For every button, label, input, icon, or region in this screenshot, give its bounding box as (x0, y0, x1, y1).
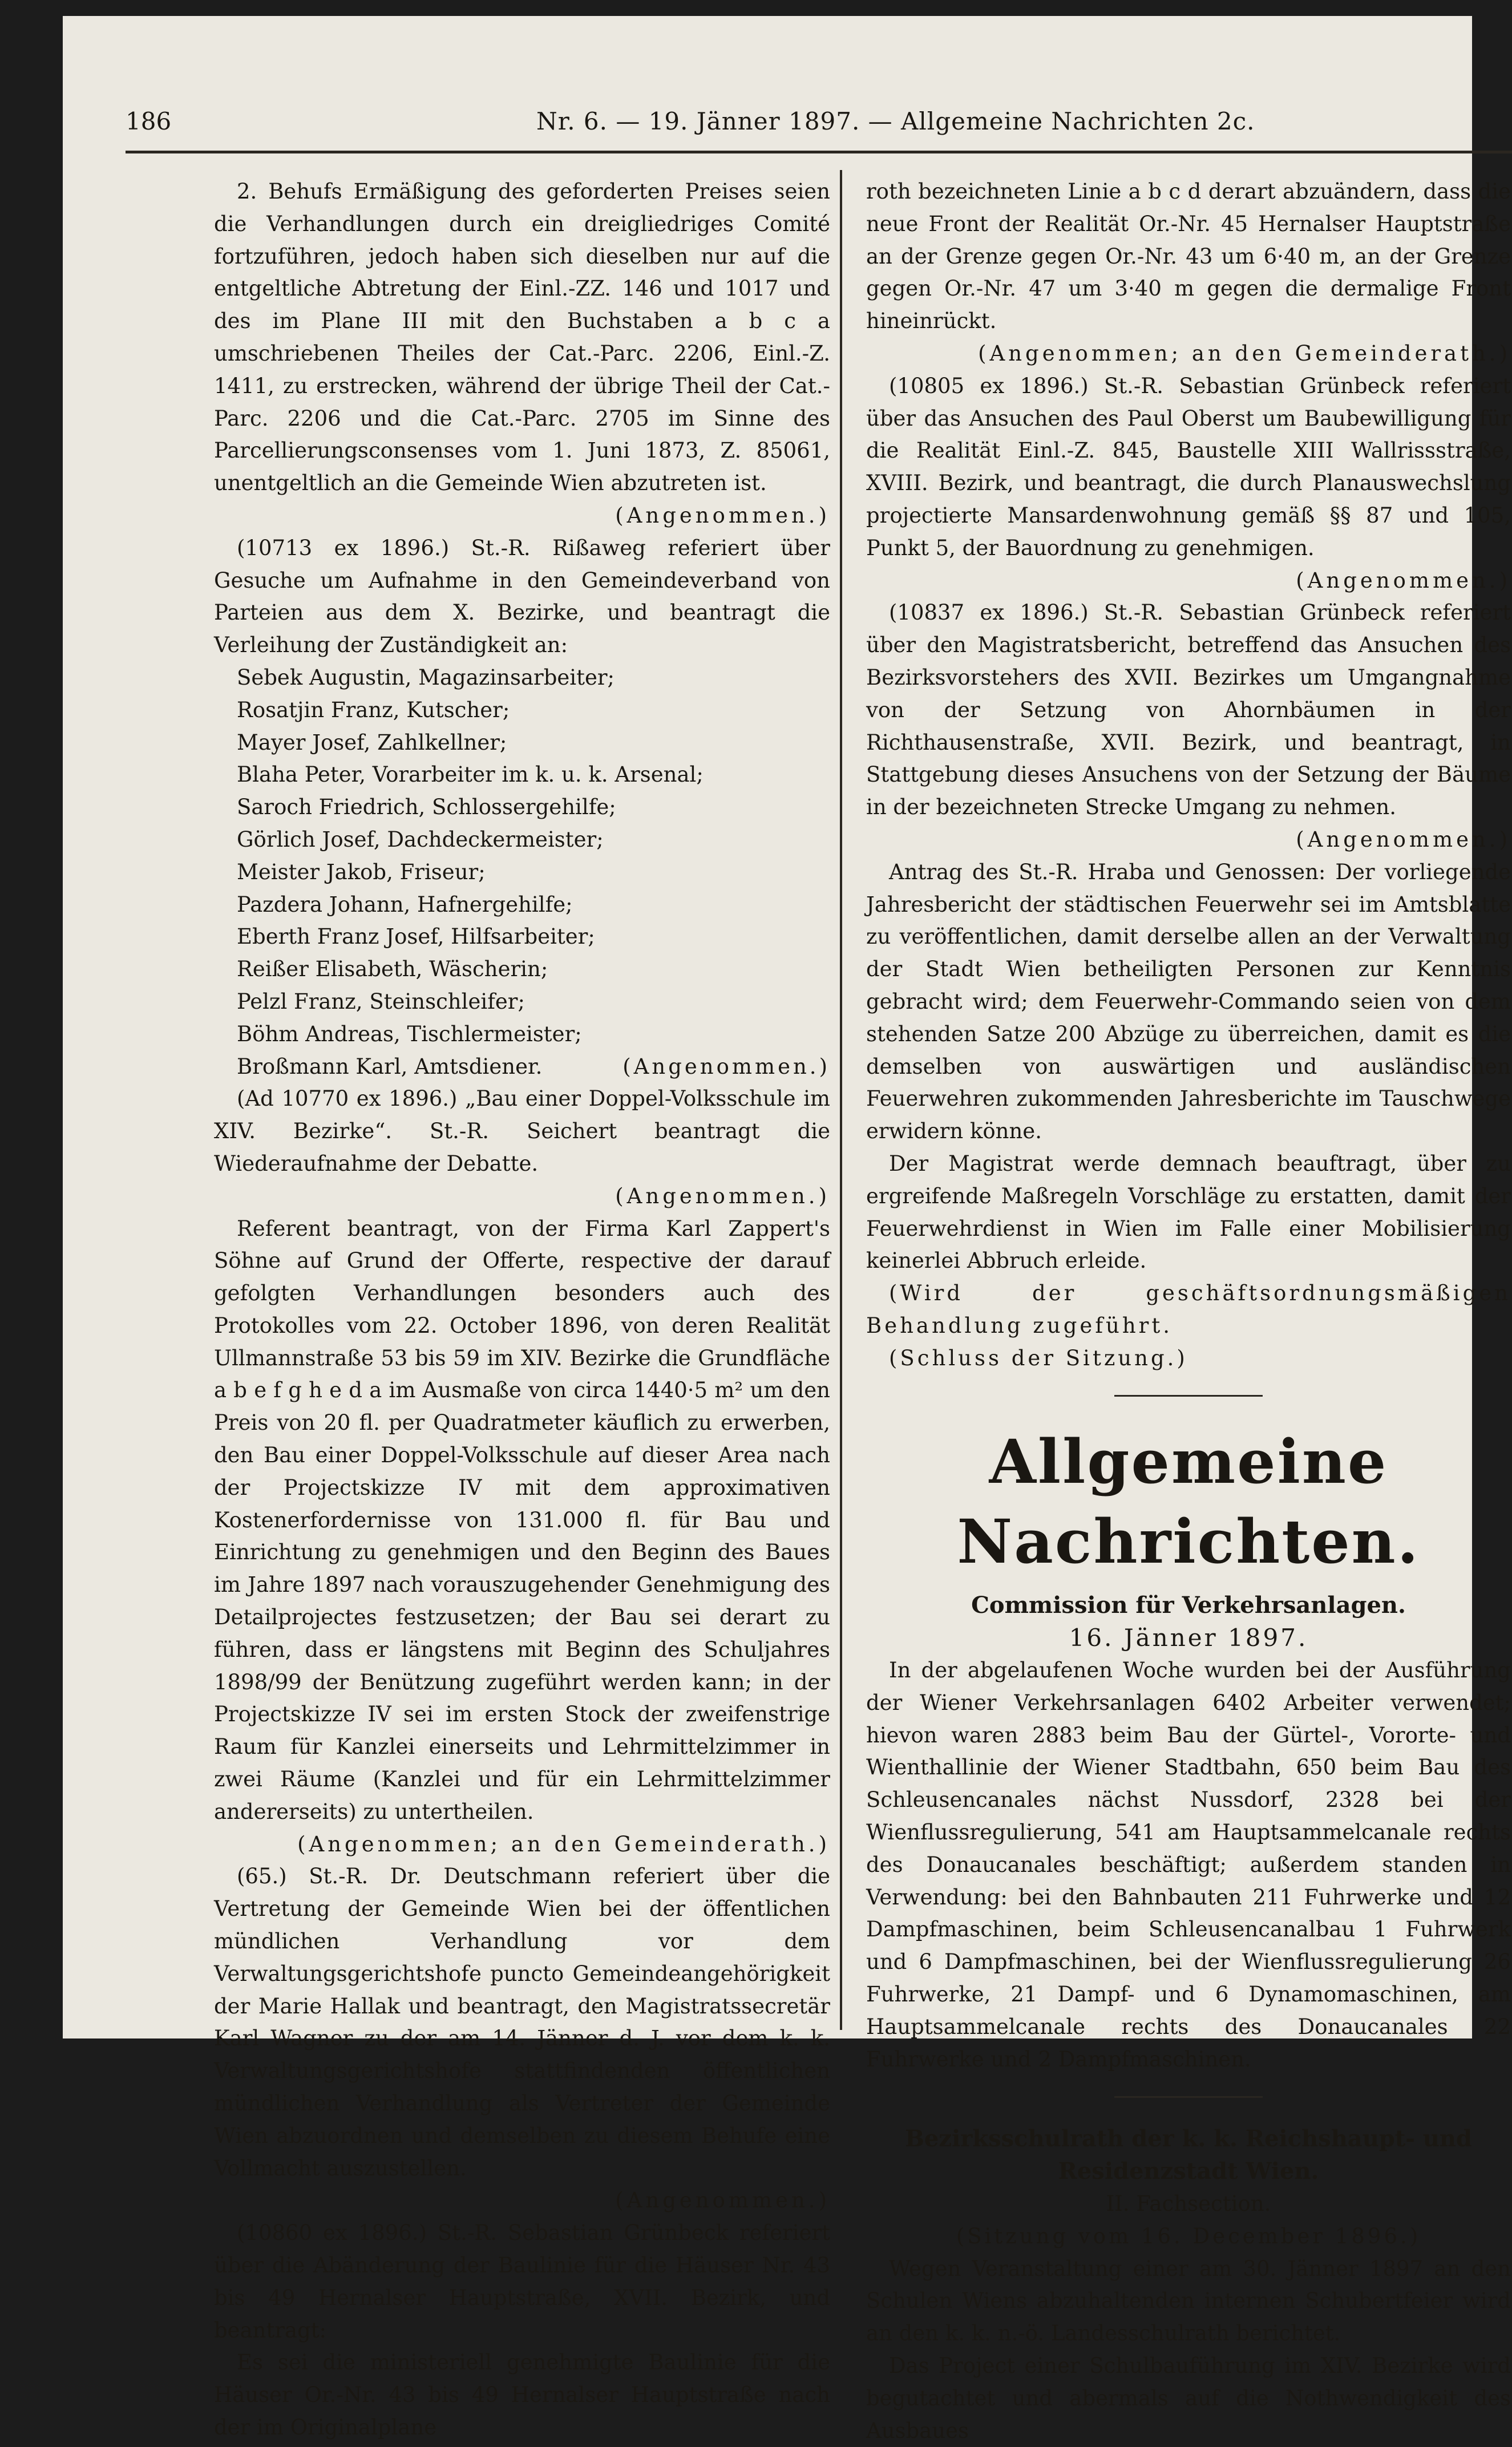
list-item: Broßmann Karl, Amtsdiener. (237, 1054, 543, 1079)
list-item: Sebek Augustin, Magazinsarbeiter; (237, 665, 615, 690)
left-column (214, 176, 830, 2444)
paragraph: Der Magistrat werde demnach beauftragt, über zu ergreifende Maßregeln Vorschläge zu erstatten, damit der Feuerwehrdienst in Wien im Falle einer Mobilisierung keinerlei Abbruch erleide. (866, 1151, 1511, 1273)
list-item: Meister Jakob, Friseur; (237, 859, 486, 884)
paragraph: (65.) St.-R. Dr. Deutschmann referiert über die Vertretung der Gemeinde Wien bei der öffentlichen mündlichen Verhandlung vor dem Verwaltungsgerichtshofe puncto Gemeindeangehörigkeit der Marie Hallak und beantragt, den Magistratssecretär Karl Wagner zu der am 14. Jänner d. J. vor dem k. k. Verwaltungsgerichtshofe stattfindenden öffentlichen mündlichen Verhandlung als Vertreter der Gemeinde Wien abzuordnen und demselben zu diesem Behufe eine Vollmacht auszustellen. (214, 1864, 830, 2181)
paragraph: (Ad 10770 ex 1896.) „Bau einer Doppel-Volksschule im XIV. Bezirke“. St.-R. Seichert beantragt die Wiederaufnahme der Debatte. (214, 1086, 830, 1176)
newspaper-page (63, 16, 1511, 2443)
subsection-date: 16. Jänner 1897. (1069, 1624, 1308, 1652)
paragraph: (10713 ex 1896.) St.-R. Rißaweg referiert über Gesuche um Aufnahme in den Gemeindeverband von Parteien aus dem X. Bezirke, und beantragt die Verleihung der Zuständigkeit an: (214, 535, 830, 658)
page-header (126, 84, 1512, 141)
right-column (866, 176, 1511, 2447)
page-number: 186 (126, 107, 172, 135)
paragraph: (10860 ex 1896.) St.-R. Sebastian Grünbeck referiert über die Abänderung der Baulinie für die Häuser Nr. 43 bis 49 Hernalser Hauptstraße, XVII. Bezirk, und beantragt: (214, 2220, 830, 2343)
list-item-last (237, 1051, 830, 1083)
column-divider (840, 170, 842, 2030)
header-text: Nr. 6. — 19. Jänner 1897. — Allgemeine Nachrichten 2c. (536, 107, 1255, 135)
status-note: (Angenommen.) (615, 2188, 830, 2213)
status-note: (Angenommen.) (622, 1054, 830, 1079)
status-note: (Angenommen.) (1296, 568, 1511, 593)
status-note: (Angenommen; an den Gemeinderath.) (978, 341, 1511, 366)
closing-note: (Schluss der Sitzung.) (889, 1345, 1188, 1370)
list-item: Böhm Andreas, Tischlermeister; (237, 1021, 582, 1046)
status-note: (Angenommen.) (615, 1183, 830, 1208)
list-item: Rosatjin Franz, Kutscher; (237, 697, 510, 722)
subsection-title: Bezirksschulrath der k. k. Reichshaupt- und Residenzstadt Wien. (905, 2125, 1472, 2185)
paragraph: (10805 ex 1896.) St.-R. Sebastian Grünbeck referiert über das Ansuchen des Paul Oberst um Baubewilligung für die Realität Einl.-Z. 845, Baustelle XIII Wallrissstraße, XVIII. Bezirk, und beantragt, die durch Planauswechslung projectierte Mansardenwohnung gemäß §§ 87 und 105, Punkt 5, der Bauordnung zu genehmigen. (866, 373, 1511, 560)
header-rule (126, 151, 1512, 153)
status-note: (Angenommen.) (615, 503, 830, 528)
list-item: Blaha Peter, Vorarbeiter im k. u. k. Arsenal; (237, 762, 704, 787)
paragraph: In der abgelaufenen Woche wurden bei der Ausführung der Wiener Verkehrsanlagen 6402 Arbeiter verwendet; hievon waren 2883 beim Bau der Gürtel-, Vororte- und Wienthallinie der Wiener Stadtbahn, 650 beim Bau des Schleusencanales nächst Nussdorf, 2328 bei der Wienflussregulierung, 541 am Hauptsammelcanale rechts des Donaucanales beschäftigt; außerdem standen in Verwendung: bei den Bahnbauten 211 Fuhrwerke und 12 Dampfmaschinen, beim Schleusencanalbau 1 Fuhrwerk und 6 Dampfmaschinen, bei der Wienflussregulierung 26 Fuhrwerke, 21 Dampf- und 6 Dynamomaschinen, am Hauptsammelcanale rechts des Donaucanales 22 Fuhrwerke und 2 Dampfmaschinen. (866, 1658, 1511, 2072)
status-note: (Angenommen.) (1296, 827, 1511, 852)
subsection-section: II. Fachsection. (1106, 2191, 1271, 2217)
section-divider (1114, 2096, 1263, 2098)
status-note: (Wird der geschäftsordnungsmäßigen Behandlung zugeführt. (866, 1281, 1511, 1338)
section-divider (1114, 1395, 1263, 1397)
list-item: Görlich Josef, Dachdeckermeister; (237, 827, 604, 852)
paragraph: roth bezeichneten Linie a b c d derart abzuändern, dass die neue Front der Realität Or.-Nr. 45 Hernalser Hauptstraße an der Grenze gegen Or.-Nr. 43 um 6·40 m, an der Grenze gegen Or.-Nr. 47 um 3·40 m gegen die dermalige Front hineinrückt. (866, 179, 1511, 334)
subsection-title: Commission für Verkehrsanlagen. (971, 1592, 1406, 1619)
list-item: Eberth Franz Josef, Hilfsarbeiter; (237, 924, 595, 949)
paragraph: Wegen Veranstaltung einer am 30. Jänner 1897 an den Schulen Wiens abzuhaltenden internen Schubertfeier wird an den k. k. n.-ö. Landesschulrath berichtet. (866, 2256, 1511, 2346)
subsection-date: (Sitzung vom 16. December 1896.) (956, 2223, 1421, 2248)
list-item: Pazdera Johann, Hafnergehilfe; (237, 892, 573, 917)
paragraph: (10837 ex 1896.) St.-R. Sebastian Grünbeck referiert über den Magistratsbericht, betreffend das Ansuchen des Bezirksvorstehers des XVII. Bezirkes um Umgangnahme von der Setzung von Ahornbäumen in der Richthausenstraße, XVII. Bezirk, und beantragt, in Stattgebung dieses Ansuchens von der Setzung der Bäume in der bezeichneten Strecke Umgang zu nehmen. (866, 600, 1511, 820)
status-note: (Angenommen; an den Gemeinderath.) (297, 1831, 830, 1857)
list-item: Mayer Josef, Zahlkellner; (237, 730, 507, 755)
section-title: Allgemeine Nachrichten. (957, 1426, 1420, 1578)
paragraph: Es sei die ministeriell genehmigte Baulinie für die Häuser Or.-Nr. 43 bis 49 Hernalser Hauptstraße nach der im Originalplane (214, 2350, 830, 2440)
paragraph: 2. Behufs Ermäßigung des geforderten Preises seien die Verhandlungen durch ein dreigliedriges Comité fortzuführen, jedoch haben sich dieselben nur auf die entgeltliche Abtretung der Einl.-ZZ. 146 und 1017 und des im Plane III mit den Buchstaben a b c a umschriebenen Theiles der Cat.-Parc. 2206, Einl.-Z. 1411, zu erstrecken, während der übrige Theil der Cat.-Parc. 2206 und die Cat.-Parc. 2705 im Sinne des Parcellierungsconsenses vom 1. Juni 1873, Z. 85061, unentgeltlich an die Gemeinde Wien abzutreten ist. (214, 179, 830, 496)
paragraph: Das Project einer Schulbauführung im XIV. Bezirke wird begutachtet und abermals auf die Nothwendigkeit des Ausbaues (866, 2353, 1511, 2443)
paragraph: Referent beantragt, von der Firma Karl Zappert's Söhne auf Grund der Offerte, respective der darauf gefolgten Verhandlungen besonders auch des Protokolles vom 22. October 1896, von deren Realität Ullmannstraße 53 bis 59 im XIV. Bezirke die Grundfläche a b e f g h e d a im Ausmaße von circa 1440·5 m² um den Preis von 20 fl. per Quadratmeter käuflich zu erwerben, den Bau einer Doppel-Volksschule auf dieser Area nach der Projectskizze IV mit dem approximativen Kostenerfordernisse von 131.000 fl. für Bau und Einrichtung zu genehmigen und den Beginn des Baues im Jahre 1897 nach vorauszugehender Genehmigung des Detailprojectes festzusetzen; der Bau sei derart zu führen, dass er längstens mit Beginn des Schuljahres 1898/99 der Benützung zugeführt werden kann; in der Projectskizze IV sei im ersten Stock der zweifenstrige Raum für Kanzlei einerseits und Lehrmittelzimmer in zwei Räume (Kanzlei und für ein Lehrmittelzimmer andererseits) zu untertheilen. (214, 1216, 830, 1824)
list-item: Reißer Elisabeth, Wäscherin; (237, 957, 548, 982)
paragraph: Antrag des St.-R. Hraba und Genossen: Der vorliegende Jahresbericht der städtischen Feuerwehr sei im Amtsblatte zu veröffentlichen, damit derselbe allen an der Verwaltung der Stadt Wien betheiligten Personen zur Kenntnis gebracht wird; dem Feuerwehr-Commando seien von dem stehenden Satze 200 Abzüge zu überreichen, damit es die demselben von auswärtigen und ausländischen Feuerwehren zukommenden Jahresberichte im Tauschwege erwidern könne. (866, 859, 1511, 1144)
list-item: Saroch Friedrich, Schlossergehilfe; (237, 795, 616, 820)
name-list (214, 662, 830, 1083)
list-item: Pelzl Franz, Steinschleifer; (237, 989, 525, 1014)
